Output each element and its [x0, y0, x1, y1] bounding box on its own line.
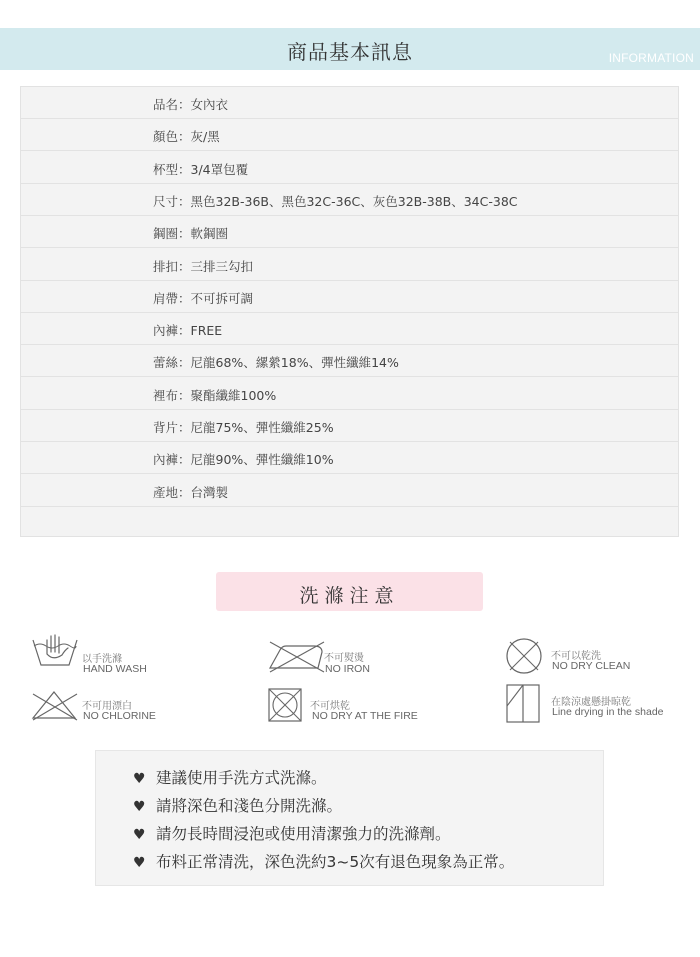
- care-item-no-tumble-dry: [268, 688, 438, 724]
- care-note: [133, 794, 342, 816]
- care-note: [133, 766, 327, 788]
- spec-table: [20, 86, 679, 537]
- spec-row: [21, 87, 678, 119]
- spec-row: [21, 216, 678, 248]
- spec-row: [21, 119, 678, 151]
- no-chlorine-label-en: NO CHLORINE: [83, 710, 156, 722]
- care-item-hand-wash: [31, 634, 181, 678]
- care-banner: [216, 572, 483, 611]
- heart-icon: ♥: [133, 827, 146, 843]
- care-note: [133, 850, 514, 872]
- info-title: 商品基本訊息: [287, 40, 413, 64]
- spec-row: [21, 410, 678, 442]
- line-dry-shade-label-zh: 在陰涼處懸掛晾乾: [551, 697, 631, 708]
- line-dry-shade-label-en: Line drying in the shade: [552, 706, 664, 718]
- spec-size: 尺寸：黑色32B-36B、黑色32C-36C、灰色32B-38B、34C-38C: [153, 194, 518, 209]
- spec-origin: 產地：台灣製: [153, 485, 229, 500]
- spec-underwire: 鋼圈：軟鋼圈: [153, 226, 229, 241]
- care-note-text: 請勿長時間浸泡或使用清潔強力的洗滌劑。: [156, 825, 451, 843]
- info-subtitle: INFORMATION: [608, 51, 694, 65]
- spec-name: 品名：女內衣: [153, 97, 229, 112]
- spec-row: [21, 475, 678, 507]
- no-iron-icon: [268, 640, 324, 672]
- care-item-line-dry-shade: [506, 684, 691, 724]
- care-title: 洗滌注意: [299, 585, 400, 607]
- spec-panty-material: 內褲：尼龍90%、彈性纖維10%: [153, 452, 334, 467]
- no-chlorine-icon: [31, 690, 77, 720]
- spec-row: [21, 313, 678, 345]
- heart-icon: ♥: [133, 855, 146, 871]
- no-iron-label-en: NO IRON: [325, 663, 370, 675]
- care-item-no-chlorine: [31, 690, 181, 726]
- spec-cup: 杯型：3/4罩包覆: [153, 162, 249, 177]
- care-note-text: 請將深色和淺色分開洗滌。: [156, 797, 343, 815]
- hand-wash-icon: [31, 634, 79, 668]
- care-note-text: 建議使用手洗方式洗滌。: [156, 769, 327, 787]
- no-dry-clean-label-zh: 不可以乾洗: [551, 651, 601, 662]
- spec-row: [21, 184, 678, 216]
- spec-row: [21, 442, 678, 474]
- no-chlorine-label-zh: 不可用漂白: [82, 701, 132, 712]
- hand-wash-label-en: HAND WASH: [83, 663, 147, 675]
- care-note-text: 布料正常清洗，深色洗約3~5次有退色現象為正常。: [156, 853, 515, 871]
- care-item-no-iron: [268, 640, 418, 680]
- spec-lining: 裡布：聚酯纖維100%: [153, 388, 277, 403]
- care-note: [133, 822, 451, 844]
- spec-row: [21, 249, 678, 281]
- spec-row: [21, 152, 678, 184]
- no-tumble-dry-icon: [268, 688, 302, 722]
- spec-back: 背片：尼龍75%、彈性纖維25%: [153, 420, 334, 435]
- spec-hook: 排扣：三排三勾扣: [153, 259, 254, 274]
- hand-wash-label-zh: 以手洗滌: [82, 654, 122, 665]
- spec-color: 顏色：灰/黑: [153, 129, 220, 144]
- spec-row: [21, 281, 678, 313]
- no-dry-clean-icon: [506, 638, 544, 676]
- spec-strap: 肩帶：不可拆可調: [153, 291, 254, 306]
- spec-row: [21, 507, 678, 539]
- spec-row: [21, 378, 678, 410]
- spec-panty: 內褲：FREE: [153, 323, 223, 338]
- care-notes-box: [95, 750, 604, 886]
- heart-icon: ♥: [133, 799, 146, 815]
- heart-icon: ♥: [133, 771, 146, 787]
- no-dry-clean-label-en: NO DRY CLEAN: [552, 660, 631, 672]
- spec-row: [21, 345, 678, 377]
- no-tumble-dry-label-en: NO DRY AT THE FIRE: [312, 710, 418, 722]
- spec-lace: 蕾絲：尼龍68%、縲縈18%、彈性纖維14%: [153, 355, 399, 370]
- no-tumble-dry-label-zh: 不可烘乾: [310, 701, 350, 712]
- care-item-no-dry-clean: [506, 638, 676, 678]
- no-iron-label-zh: 不可熨燙: [324, 653, 364, 664]
- line-dry-shade-icon: [506, 684, 540, 724]
